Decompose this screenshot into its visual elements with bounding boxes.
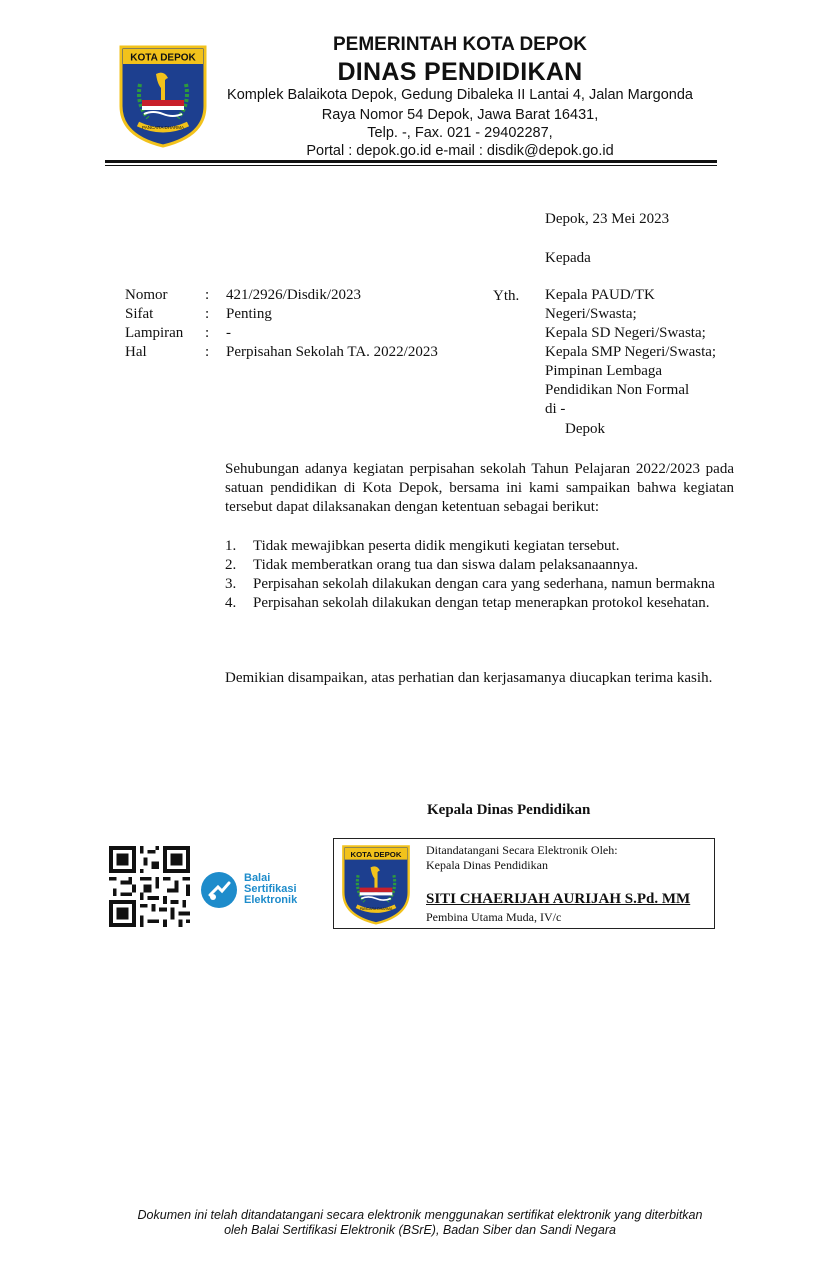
meta-value: Perpisahan Sekolah TA. 2022/2023 xyxy=(226,344,438,360)
recipient-line: di - xyxy=(545,401,566,417)
recipient-line: Kepala SD Negeri/Swasta; xyxy=(545,325,706,341)
meta-label: Sifat xyxy=(125,306,154,322)
meta-value: 421/2926/Disdik/2023 xyxy=(226,287,362,303)
signer-rank: Pembina Utama Muda, IV/c xyxy=(426,910,562,924)
meta-label: Lampiran xyxy=(125,325,184,341)
bsre-wordmark xyxy=(244,873,297,906)
yth-label: Yth. xyxy=(493,288,520,304)
intro-paragraph: Sehubungan adanya kegiatan perpisahan sekolah Tahun Pelajaran 2022/2023 pada satuan pendidikan di Kota Depok, bersama ini kami sampaikan bahwa kegiatan tersebut dapat dilaksanakan dengan ketentuan sebagai berikut: xyxy=(225,461,734,515)
list-text: Perpisahan sekolah dilakukan dengan tetap menerapkan protokol kesehatan. xyxy=(253,595,710,611)
meta-label: Nomor xyxy=(125,287,168,303)
list-item xyxy=(225,575,734,594)
meta-colon: : xyxy=(205,287,210,303)
meta-label: Hal xyxy=(125,344,147,360)
logo-label: KOTA DEPOK xyxy=(350,849,402,859)
logo-motto: PANCARA DHARMA xyxy=(359,907,393,912)
meta-value: Penting xyxy=(226,306,272,322)
recipient-line: Negeri/Swasta; xyxy=(545,306,637,322)
signed-by-label: Ditandatangani Secara Elektronik Oleh: xyxy=(426,843,618,857)
meta-colon: : xyxy=(205,344,210,360)
signature-title: Kepala Dinas Pendidikan xyxy=(427,802,591,818)
footer-line-1: Dokumen ini telah ditandatangani secara elektronik menggunakan sertifikat elektronik yang diterbitkan xyxy=(137,1208,703,1222)
list-number: 4. xyxy=(225,595,237,611)
meta-colon: : xyxy=(205,325,210,341)
list-text: Perpisahan sekolah dilakukan dengan cara yang sederhana, namun bermakna xyxy=(253,576,715,592)
recipient-line: Kepala SMP Negeri/Swasta; xyxy=(545,344,717,360)
bsre-logo-icon xyxy=(199,870,239,910)
list-text: Tidak memberatkan orang tua dan siswa dalam pelaksanaannya. xyxy=(253,557,639,573)
bsre-line: Elektronik xyxy=(244,894,298,906)
logo-label: KOTA DEPOK xyxy=(130,52,196,64)
bsre-line: Balai xyxy=(244,872,271,884)
provisions-list xyxy=(225,537,734,613)
signer-name: SITI CHAERIJAH AURIJAH S.Pd. MM xyxy=(426,891,691,907)
recipient-line: Pendidikan Non Formal xyxy=(545,382,690,398)
recipient-city: Depok xyxy=(565,421,605,437)
footer-line-2: oleh Balai Sertifikasi Elektronik (BSrE), Badan Siber dan Sandi Negara xyxy=(224,1223,616,1237)
meta-value: - xyxy=(226,325,231,341)
phone-line: Telp. -, Fax. 021 - 29402287, xyxy=(367,125,553,141)
to-label: Kepada xyxy=(545,250,591,266)
qr-code-icon xyxy=(108,846,191,927)
bsre-line: Sertifikasi xyxy=(244,883,297,895)
address-line-1: Komplek Balaikota Depok, Gedung Dibaleka II Lantai 4, Jalan Margonda xyxy=(227,87,693,103)
meta-colon: : xyxy=(205,306,210,322)
portal-line: Portal : depok.go.id e-mail : disdik@depok.go.id xyxy=(306,143,614,159)
closing-paragraph: Demikian disampaikan, atas perhatian dan kerjasamanya diucapkan terima kasih. xyxy=(225,670,713,686)
list-item xyxy=(225,537,734,556)
list-number: 2. xyxy=(225,557,237,573)
address-line-2: Raya Nomor 54 Depok, Jawa Barat 16431, xyxy=(321,107,599,123)
electronic-signature-box xyxy=(333,838,715,929)
logo-motto: PANCARA DHARMA xyxy=(142,125,184,130)
list-item xyxy=(225,556,734,575)
list-text: Tidak mewajibkan peserta didik mengikuti kegiatan tersebut. xyxy=(253,538,620,554)
government-name: PEMERINTAH KOTA DEPOK xyxy=(332,34,588,55)
recipient-line: Kepala PAUD/TK xyxy=(545,287,655,303)
place-date: Depok, 23 Mei 2023 xyxy=(545,211,670,227)
letterhead-rule-thick xyxy=(105,160,717,163)
letterhead-rule-thin xyxy=(105,165,717,166)
signer-position: Kepala Dinas Pendidikan xyxy=(426,858,548,872)
department-name: DINAS PENDIDIKAN xyxy=(337,58,583,86)
recipient-line: Pimpinan Lembaga xyxy=(545,363,663,379)
depok-city-logo xyxy=(341,844,411,925)
list-item xyxy=(225,594,734,613)
list-number: 3. xyxy=(225,576,237,592)
list-number: 1. xyxy=(225,538,237,554)
